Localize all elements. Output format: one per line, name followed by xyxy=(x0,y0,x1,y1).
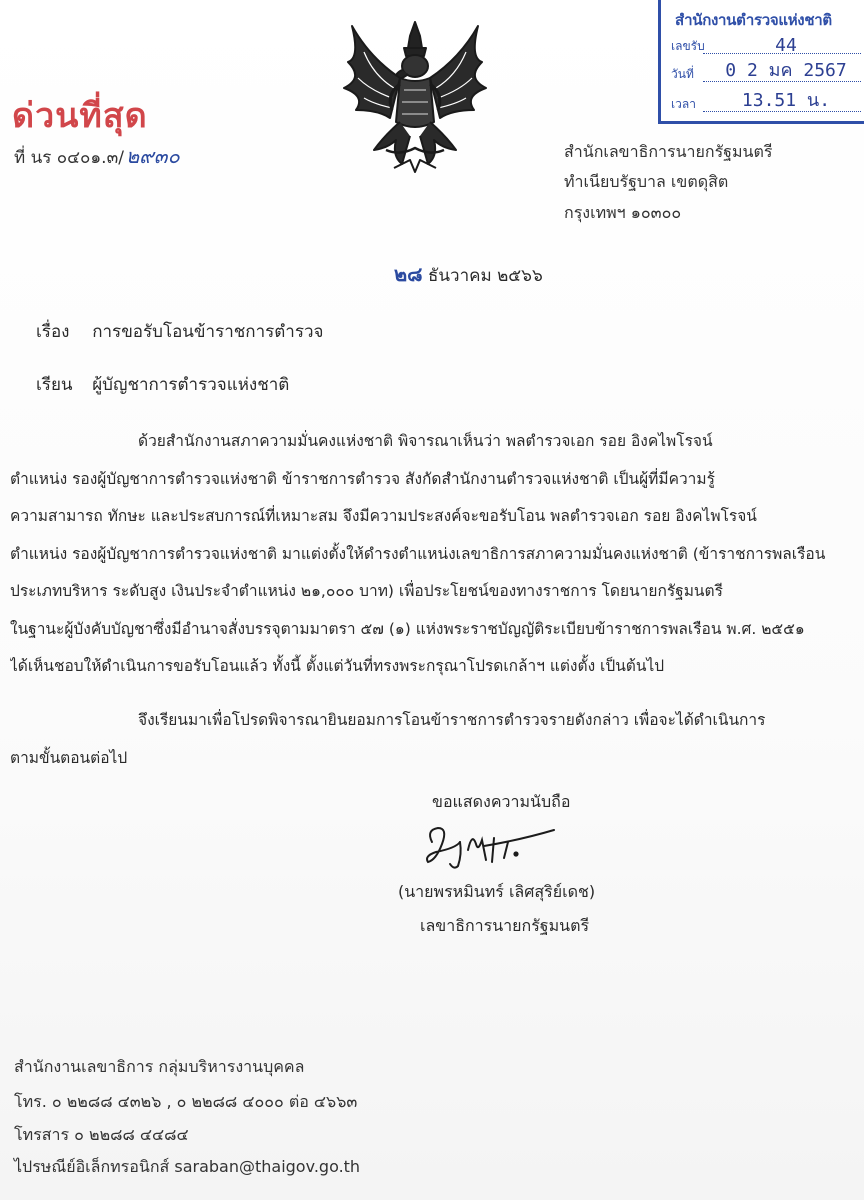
recipient-text: ผู้บัญชาการตำรวจแห่งชาติ xyxy=(92,375,290,395)
subject-row xyxy=(36,318,323,345)
document-number xyxy=(14,140,180,172)
recipient-label: เรียน xyxy=(36,375,73,395)
stamp-time-value: 13.51 น. xyxy=(741,90,831,111)
document-number-handwritten: ๒๙๓๐ xyxy=(125,144,180,168)
stamp-date-label: วันที่ xyxy=(671,67,694,81)
recipient-row xyxy=(36,371,289,398)
letter-date-rest: ธันวาคม ๒๕๖๖ xyxy=(422,266,543,286)
body-line: จึงเรียนมาเพื่อโปรดพิจารณายินยอมการโอนข้าราชการตำรวจรายดังกล่าว เพื่อจะได้ดำเนินการ xyxy=(138,711,766,729)
letter-date xyxy=(394,258,543,290)
stamp-title: สำนักงานตำรวจแห่งชาติ xyxy=(675,11,832,29)
footer-fax: โทรสาร ๐ ๒๒๘๘ ๔๔๘๔ xyxy=(14,1125,189,1144)
footer-office: สำนักงานเลขาธิการ กลุ่มบริหารงานบุคคล xyxy=(14,1057,305,1076)
body-line: ด้วยสำนักงานสภาความมั่นคงแห่งชาติ พิจารณาเห็นว่า พลตำรวจเอก รอย อิงคไพโรจน์ xyxy=(138,432,713,450)
body-line: ตามขั้นตอนต่อไป xyxy=(10,748,128,767)
body-line: ตำแหน่ง รองผู้บัญชาการตำรวจแห่งชาติ ข้าราชการตำรวจ สังกัดสำนักงานตำรวจแห่งชาติ เป็นผู้ที่มีความรู้ xyxy=(10,469,715,488)
signer-title: เลขาธิการนายกรัฐมนตรี xyxy=(420,916,590,935)
subject-label: เรื่อง xyxy=(36,322,70,342)
sender-address-line: ทำเนียบรัฐบาล เขตดุสิต xyxy=(564,172,729,191)
subject-text: การขอรับโอนข้าราชการตำรวจ xyxy=(92,322,324,342)
body-paragraph-2 xyxy=(10,702,840,777)
body-paragraph-1 xyxy=(10,423,840,686)
stamp-received-label: เลขรับ xyxy=(671,39,705,53)
body-line: ได้เห็นชอบให้ดำเนินการขอรับโอนแล้ว ทั้งนี้ ตั้งแต่วันที่ทรงพระกรุณาโปรดเกล้าฯ แต่งตั้ง เป็นต้นไป xyxy=(10,657,665,675)
stamp-received-value: 44 xyxy=(775,35,797,56)
body-line: ตำแหน่ง รองผู้บัญชาการตำรวจแห่งชาติ มาแต่งตั้งให้ดำรงตำแหน่งเลขาธิการสภาความมั่นคงแห่งชาติ (ข้าราชการพลเรือน xyxy=(10,544,826,563)
letter-date-day: ๒๘ xyxy=(394,262,423,286)
urgency-marker: ด่วนที่สุด xyxy=(12,96,148,136)
body-line: ในฐานะผู้บังคับบัญชาซึ่งมีอำนาจสั่งบรรจุตามมาตรา ๕๗ (๑) แห่งพระราชบัญญัติระเบียบข้าราชการพลเรือน พ.ศ. ๒๕๕๑ xyxy=(10,619,805,638)
sender-address-line: กรุงเทพฯ ๑๐๓๐๐ xyxy=(564,203,682,222)
receiving-stamp xyxy=(658,0,864,124)
signer-name: (นายพรหมินทร์ เลิศสุริย์เดช) xyxy=(398,882,596,901)
body-line: ความสามารถ ทักษะ และประสบการณ์ที่เหมาะสม จึงมีความประสงค์จะขอรับโอน พลตำรวจเอก รอย อิงคไพโรจน์ xyxy=(10,507,757,525)
stamp-date-row xyxy=(671,58,861,88)
handwritten-signature xyxy=(420,820,560,875)
footer-phone: โทร. ๐ ๒๒๘๘ ๔๓๒๖ , ๐ ๒๒๘๘ ๔๐๐๐ ต่อ ๔๖๖๓ xyxy=(14,1092,358,1111)
stamp-time-row xyxy=(671,88,861,118)
document-number-prefix: ที่ นร ๐๔๐๑.๓/ xyxy=(14,148,124,168)
stamp-time-label: เวลา xyxy=(671,97,696,111)
closing-salutation: ขอแสดงความนับถือ xyxy=(432,792,571,811)
body-line: ประเภทบริหาร ระดับสูง เงินประจำตำแหน่ง ๒๑,๐๐๐ บาท) เพื่อประโยชน์ของทางราชการ โดยนายกรัฐมนตรี xyxy=(10,582,723,600)
stamp-date-value: 0 2 มค 2567 xyxy=(725,60,847,81)
footer-email: ไปรษณีย์อิเล็กทรอนิกส์ saraban@thaigov.go.th xyxy=(14,1157,361,1176)
garuda-emblem-icon xyxy=(330,18,500,178)
sender-address-line: สำนักเลขาธิการนายกรัฐมนตรี xyxy=(564,142,773,161)
